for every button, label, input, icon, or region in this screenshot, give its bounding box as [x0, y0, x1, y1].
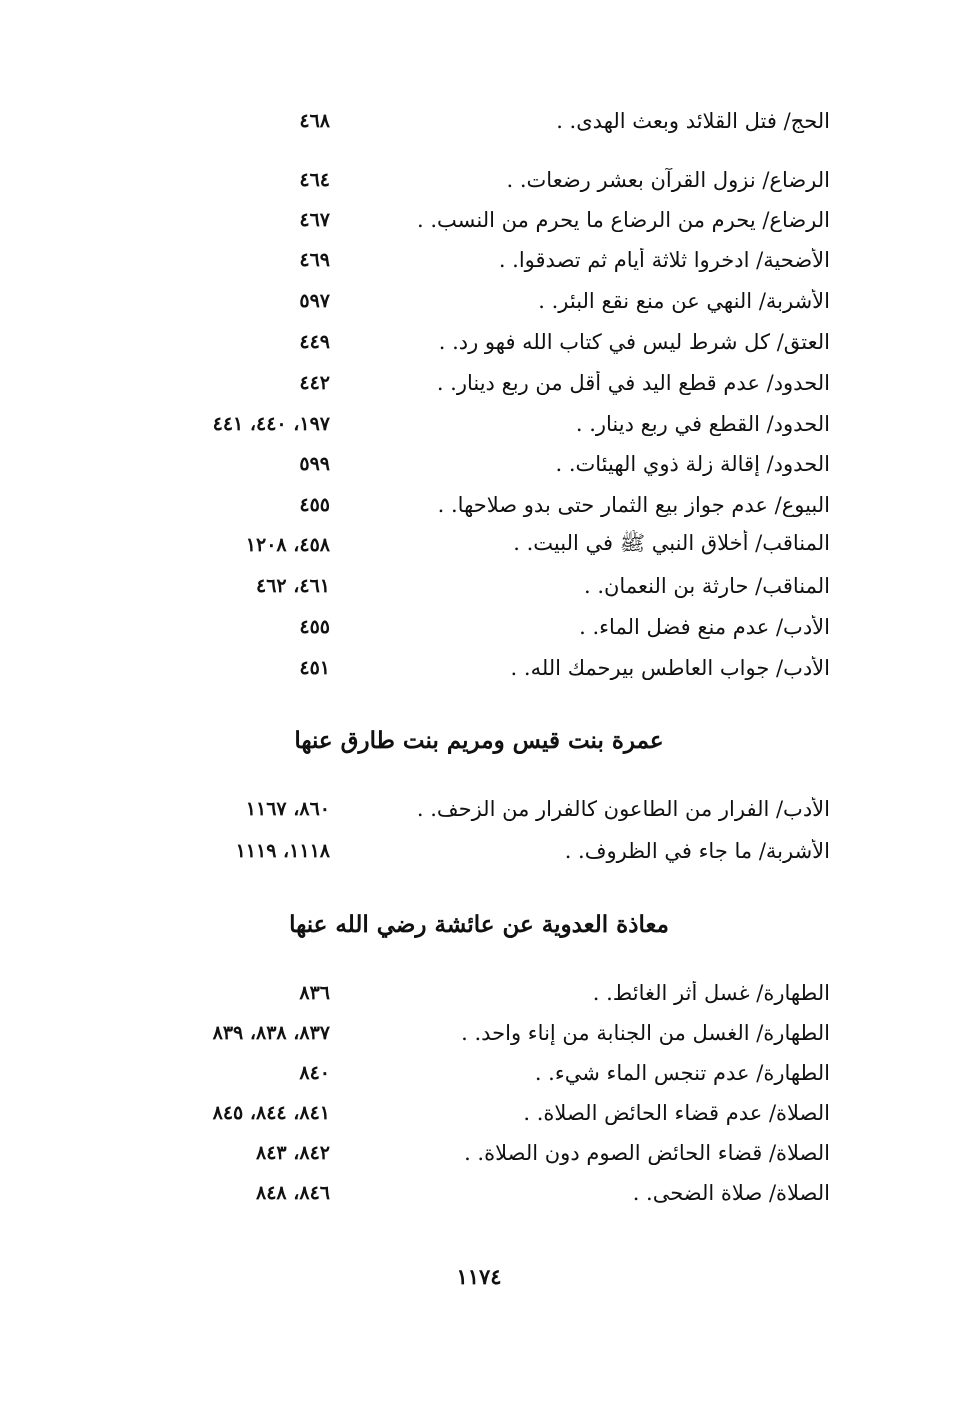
- entry-text: الأشربة/ النهي عن منع نقع البئر. .: [538, 289, 830, 313]
- entry-pages: ٨٤١، ٨٤٤، ٨٤٥: [212, 1102, 330, 1124]
- section-heading: معاذة العدوية عن عائشة رضي الله عنها: [289, 911, 669, 938]
- entry-text: الصلاة/ عدم قضاء الحائض الصلاة. .: [523, 1101, 830, 1125]
- entry-text: الأضحية/ ادخروا ثلاثة أيام ثم تصدقوا. .: [498, 248, 830, 272]
- entry-pages: ٨٣٧، ٨٣٨، ٨٣٩: [212, 1022, 330, 1044]
- index-entry: [120, 831, 830, 871]
- entry-pages: ٨٤٦، ٨٤٨: [256, 1182, 330, 1204]
- entry-pages: ١٩٧، ٤٤٠، ٤٤١: [212, 413, 330, 435]
- entry-pages: ٤٦٤: [299, 169, 330, 191]
- entry-text: الصلاة/ صلاة الضحى. .: [632, 1181, 830, 1205]
- entry-pages: ٥٩٧: [299, 290, 330, 312]
- entry-text: الطهارة/ الغسل من الجنابة من إناء واحد. .: [461, 1021, 830, 1045]
- entry-text: الصلاة/ قضاء الحائض الصوم دون الصلاة. .: [464, 1141, 830, 1165]
- index-entry: [120, 363, 830, 403]
- entry-text: الحج/ فتل القلائد وبعث الهدى. .: [556, 109, 830, 133]
- entry-text: الأشربة/ ما جاء في الظروف. .: [564, 839, 830, 863]
- entry-pages: ١١١٨، ١١١٩: [235, 840, 330, 862]
- entry-text: الحدود/ عدم قطع اليد في أقل من ربع دينار. .: [436, 371, 830, 395]
- index-entry: [120, 1053, 830, 1093]
- entry-pages: ٤٤٩: [299, 331, 330, 353]
- entry-text: الأدب/ عدم منع فضل الماء. .: [579, 615, 830, 639]
- entry-text: المناقب/ أخلاق النبي ﷺ في البيت. .: [513, 530, 830, 555]
- index-entry: [120, 525, 830, 565]
- entry-pages: ٤٥١: [299, 657, 330, 679]
- entry-pages: ٥٩٩: [299, 453, 330, 475]
- index-entry: [120, 566, 830, 606]
- page-number: ١١٧٤: [456, 1264, 502, 1289]
- entry-text: الأدب/ جواب العاطس بيرحمك الله. .: [510, 656, 830, 680]
- index-entry: [120, 444, 830, 484]
- index-entry: [120, 973, 830, 1013]
- entry-pages: ٨٦٠، ١١٦٧: [245, 798, 330, 820]
- entry-text: المناقب/ حارثة بن النعمان. .: [583, 574, 830, 598]
- entry-pages: ٤٦٩: [299, 249, 330, 271]
- index-entry: [120, 607, 830, 647]
- entry-text: الرضاع/ يحرم من الرضاع ما يحرم من النسب. .: [416, 208, 830, 232]
- entry-text: الطهارة/ غسل أثر الغائط. .: [592, 981, 830, 1005]
- entry-text: العتق/ كل شرط ليس في كتاب الله فهو رد. .: [438, 330, 830, 354]
- index-entry: [120, 322, 830, 362]
- index-entry: [120, 101, 830, 141]
- section-heading: عمرة بنت قيس ومريم بنت طارق عنها: [294, 727, 664, 754]
- entry-pages: ٤٦٧: [299, 209, 330, 231]
- index-entry: [120, 1173, 830, 1213]
- index-entry: [120, 485, 830, 525]
- entry-text: الأدب/ الفرار من الطاعون كالفرار من الزحف. .: [416, 797, 830, 821]
- entry-text: الحدود/ إقالة زلة ذوي الهيئات. .: [555, 452, 830, 476]
- entry-pages: ٤٥٥: [299, 616, 330, 638]
- index-entry: [120, 1093, 830, 1133]
- index-entry: [120, 789, 830, 829]
- entry-text: الطهارة/ عدم تنجس الماء شيء. .: [534, 1061, 830, 1085]
- index-entry: [120, 240, 830, 280]
- entry-pages: ٤٥٥: [299, 494, 330, 516]
- entry-pages: ٤٦١، ٤٦٢: [256, 575, 330, 597]
- index-entry: [120, 281, 830, 321]
- index-entry: [120, 200, 830, 240]
- entry-pages: ٨٣٦: [299, 982, 330, 1004]
- index-entry: [120, 648, 830, 688]
- entry-pages: ٤٦٨: [299, 110, 330, 132]
- index-entry: [120, 160, 830, 200]
- index-entry: [120, 1133, 830, 1173]
- entry-pages: ٤٤٢: [299, 372, 330, 394]
- entry-pages: ٨٤٢، ٨٤٣: [256, 1142, 330, 1164]
- entry-text: الرضاع/ نزول القرآن بعشر رضعات. .: [506, 168, 830, 192]
- entry-pages: ٤٥٨، ١٢٠٨: [245, 534, 330, 556]
- entry-text: البيوع/ عدم جواز بيع الثمار حتى بدو صلاحها. .: [437, 493, 830, 517]
- entry-text: الحدود/ القطع في ربع دينار. .: [575, 412, 830, 436]
- index-entry: [120, 404, 830, 444]
- index-entry: [120, 1013, 830, 1053]
- entry-pages: ٨٤٠: [299, 1062, 330, 1084]
